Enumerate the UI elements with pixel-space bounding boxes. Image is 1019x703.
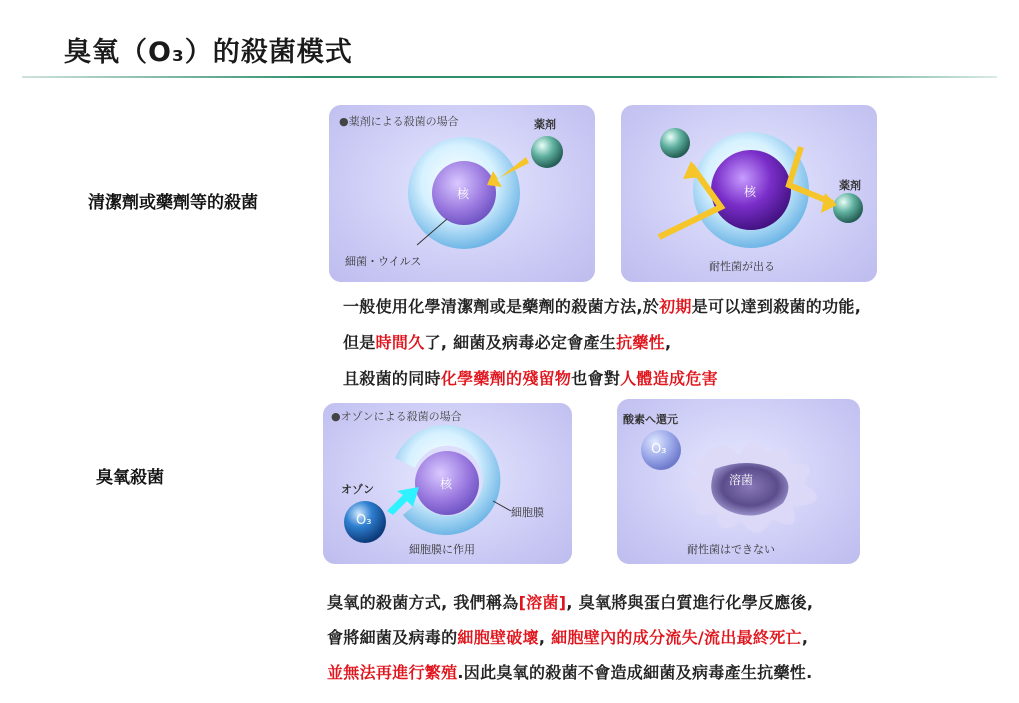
title-divider: [22, 76, 997, 78]
desc-text: 了, 細菌及病毒必定會產生: [424, 333, 617, 352]
drug-particle: [531, 136, 563, 168]
desc-text: 但是: [343, 333, 376, 352]
reduce-label: 酸素へ還元: [623, 413, 678, 426]
nucleus-label: 核: [440, 477, 453, 491]
desc1-line3: [343, 366, 718, 389]
desc-text: ,: [801, 628, 809, 647]
desc-text: .因此臭氧的殺菌不會造成細菌及病毒產生抗藥性.: [457, 663, 813, 682]
desc2-line3: [327, 660, 812, 683]
panel-ozone-sterilization: [323, 403, 572, 564]
panel-caption: 耐性菌が出る: [709, 260, 775, 273]
desc2-line1: [327, 590, 813, 613]
panel-lysis: [617, 399, 860, 564]
panel-header: ●薬剤による殺菌の場合: [339, 115, 459, 128]
lysis-label: 溶菌: [729, 473, 754, 487]
row-label-chemical: 清潔劑或藥劑等的殺菌: [88, 193, 258, 213]
desc-text: 臭氧的殺菌方式, 我們稱為: [327, 593, 519, 612]
desc-highlight: 細胞壁內的成分流失/流出最終死亡: [551, 628, 802, 647]
desc-highlight: [溶菌]: [518, 593, 567, 612]
panel-caption: 耐性菌はできない: [687, 543, 775, 556]
desc2-line2: [327, 625, 808, 648]
page-title: 臭氧（O₃）的殺菌模式: [64, 37, 353, 68]
row-label-ozone: 臭氧殺菌: [96, 468, 164, 488]
desc-text: 也會對: [571, 369, 621, 388]
drug-label: 薬剤: [534, 118, 556, 131]
drug-particle: [660, 128, 690, 158]
desc-text: 會將細菌及病毒的: [327, 628, 458, 647]
desc-highlight: 初期: [659, 297, 692, 316]
drug-label: 薬剤: [839, 179, 861, 192]
desc-highlight: 化學藥劑的殘留物: [440, 369, 572, 388]
desc-highlight: 時間久: [375, 333, 425, 352]
ozone-label: オゾン: [341, 483, 374, 496]
drug-particle: [833, 193, 863, 223]
membrane-label: 細胞膜: [511, 506, 544, 519]
desc-text: ,: [538, 628, 552, 647]
panel-resistant-bacteria: [621, 105, 877, 282]
desc-highlight: 人體造成危害: [620, 369, 718, 388]
desc-highlight: 抗藥性: [616, 333, 665, 352]
panel-caption: 細胞膜に作用: [409, 543, 475, 556]
o3-label: O₃: [651, 442, 667, 457]
bacteria-label: 細菌・ウイルス: [345, 255, 422, 268]
panel-header: ●オゾンによる殺菌の場合: [331, 410, 462, 423]
desc-highlight: 並無法再進行繁殖: [327, 663, 458, 682]
desc-text: 且殺菌的同時: [343, 369, 441, 388]
nucleus-label: 核: [744, 185, 757, 199]
nucleus-label: 核: [457, 187, 470, 201]
o3-label: O₃: [356, 513, 372, 528]
desc-text: , 臭氧將與蛋白質進行化學反應後,: [566, 593, 814, 612]
desc-highlight: 細胞壁破壞: [457, 628, 539, 647]
desc1-line1: [343, 294, 861, 317]
desc-text: 是可以達到殺菌的功能,: [691, 297, 862, 316]
desc-text: 一般使用化學清潔劑或是藥劑的殺菌方法,於: [343, 297, 660, 316]
desc-text: ,: [664, 333, 672, 352]
desc1-line2: [343, 330, 671, 353]
panel-drug-sterilization: [329, 105, 595, 282]
